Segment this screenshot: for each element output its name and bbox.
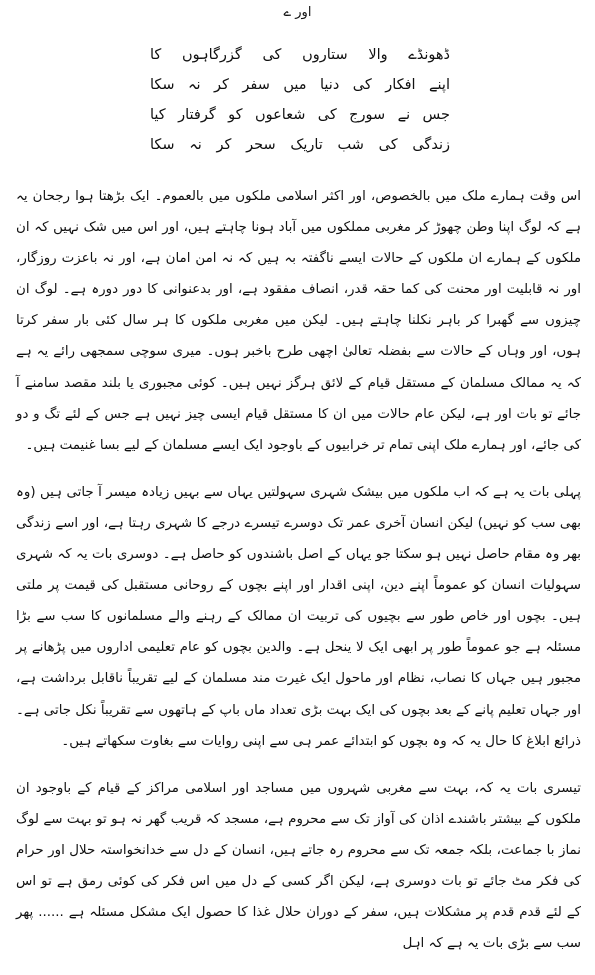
poem-line: ڈھونڈے والا ستاروں کی گزرگاہوں کا: [150, 47, 450, 63]
paragraph: پہلی بات یہ ہے کہ اب ملکوں میں بیشک شہری سہولتیں یہاں سے بہیں زیادہ میسر آ جاتی ہیں (وہ بھی سب کو نہیں) لیکن انسان آخری عمر تک دوسرے تیسرے درجے کا شہری رہتا ہے، اور اسے زندگی بھر وہ مقام حاصل نہیں ہو سکتا جو یہاں کے اصل باشندوں کو حاصل ہے۔ دوسری بات یہ کہ شہری سہولیات انسان کو عموماً اپنے دین، اپنی اقدار اور اپنے بچوں کے روحانی مستقبل کی قیمت پر ملتی ہیں۔ بچوں اور خاص طور سے بچیوں کی تربیت ان ممالک کے رہنے والے مسلمانوں کا سب سے بڑا مسئلہ ہے جو عموماً طور پر ابھی ایک لا ینحل ہے۔ والدین بچوں کو عام تعلیمی اداروں میں پڑھانے پر مجبور ہیں جہاں کا نصاب، نظام اور ماحول ایک غیرت مند مسلمان کے لیے تقریباً ناقابل برداشت ہے، اور جہاں تعلیم پانے کے بعد بچوں کی ایک بہت بڑی تعداد ماں باپ کے ہاتھوں سے تقریباً نکل جاتی ہے۔ ذرائع ابلاغ کا حال یہ کہ وہ بچوں کو ابتدائے عمر ہی سے اپنی روایات سے بغاوت سکھاتے ہیں۔: [16, 484, 581, 749]
poem-block: [150, 40, 450, 160]
top-fragment: اور ے: [283, 5, 312, 20]
poem-line: زندگی کی شب تاریک سحر کر نہ سکا: [150, 137, 450, 153]
poem-line: اپنے افکار کی دنیا میں سفر کر نہ سکا: [150, 77, 450, 93]
paragraph: تیسری بات یہ کہ، بہت سے مغربی شہروں میں مساجد اور اسلامی مراکز کے قیام کے باوجود ان ملکوں کے بیشتر باشندے اذان کی آواز تک سے محروم ہے، مسجد کہ قریب گھر نہ ہو تو بہت سے لوگ نماز با جماعت، بلکہ جمعہ تک سے محروم رہ جاتے ہیں، انسان کے دل سے خدانخواستہ حلال اور حرام کی فکر مٹ جائے تو بات دوسری ہے، لیکن اگر کسی کے دل میں اس فکر کی کوئی رمق ہے تو اس کے لئے قدم قدم پر مشکلات ہیں، سفر کے دوران حلال غذا کا حصول ایک مشکل مسئلہ ہے ...... پھر سب سے بڑی بات یہ ہے کہ اہل: [16, 780, 581, 952]
poem-line: جس نے سورج کی شعاعوں کو گرفتار کیا: [150, 107, 450, 123]
paragraph: اس وقت ہمارے ملک میں بالخصوص، اور اکثر اسلامی ملکوں میں بالعموم۔ ایک بڑھتا ہوا رجحان یہ ہے کہ لوگ اپنا وطن چھوڑ کر مغربی مملکوں میں آباد ہونا چاہتے ہیں، اور اس میں شک نہیں کہ ان ملکوں کے ہمارے ان ملکوں کے حالات ایسے ناگفتہ بہ ہیں کہ نہ امن امان ہے، اور نہ باعزت روزگار، اور نہ قابلیت اور محنت کی کما حقہ قدر، انصاف مفقود ہے، اور بدعنوانی کا دور دورہ ہے۔ لوگ ان چیزوں سے گھبرا کر باہر نکلنا چاہتے ہیں۔ لیکن میں مغربی ملکوں کا ہر سال کئی بار سفر کرتا ہوں، اور وہاں کے حالات سے بفضلہ تعالیٰ اچھی طرح باخبر ہوں۔ میری سوچی سمجھی رائے یہ ہے کہ یہ ممالک مسلمان کے مستقل قیام کے لائق ہرگز نہیں ہیں۔ کوئی مجبوری یا بلند مقصد سامنے آ جائے تو بات اور ہے، لیکن عام حالات میں ان کا مستقل قیام ایسی چیز نہیں ہے جس کے لئے تگ و دو کی جائے، اور ہمارے ملک اپنی تمام تر خرابیوں کے باوجود ایک ایسے مسلمان کے لیے بسا غنیمت ہیں۔: [16, 189, 581, 453]
body-text: [16, 181, 581, 975]
